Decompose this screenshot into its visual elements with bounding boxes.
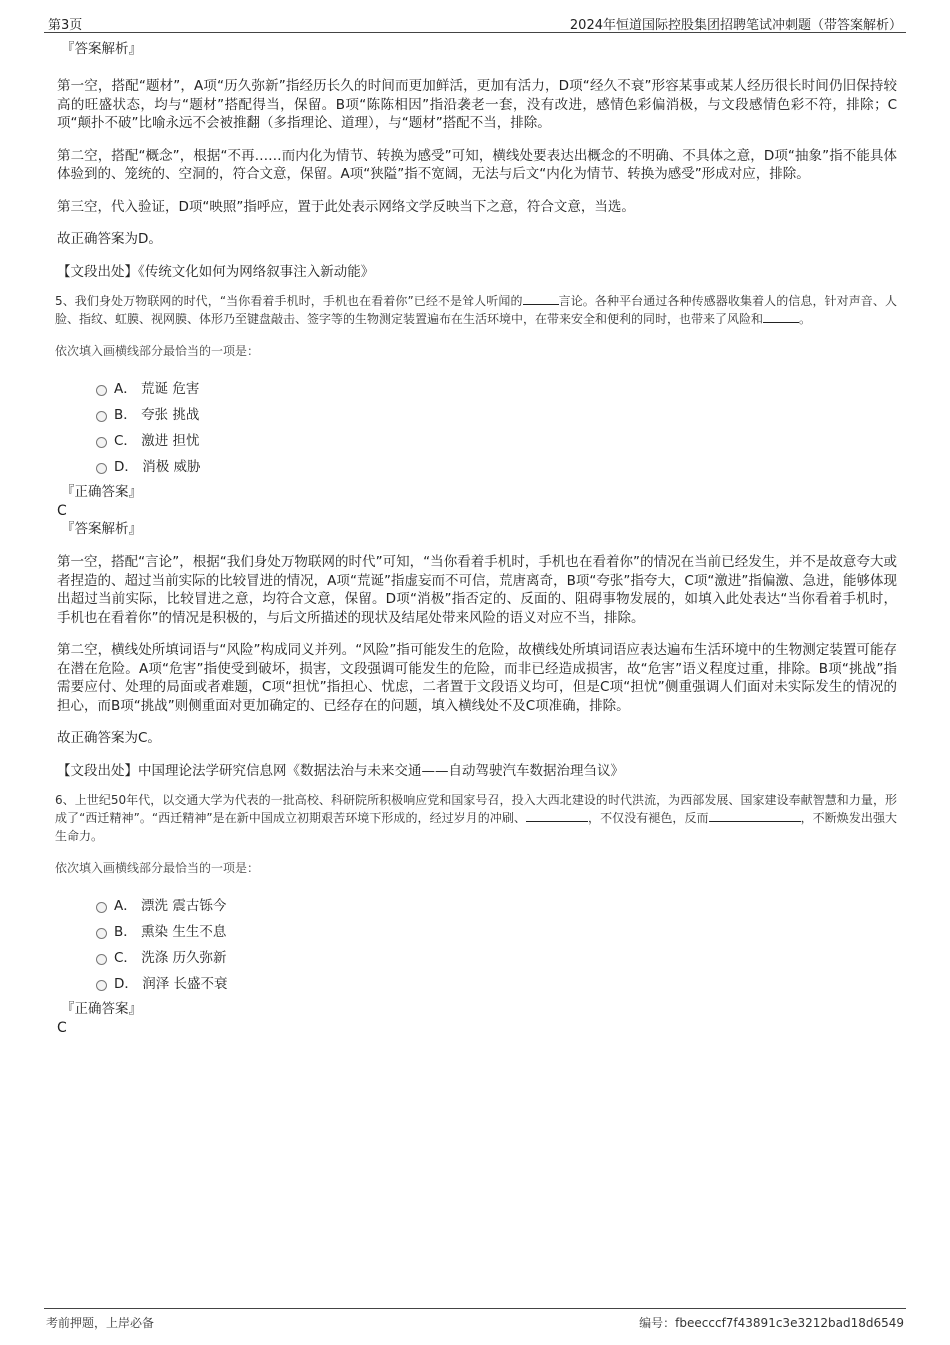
document-code: 编号：fbeecccf7f43891c3e3212bad18d6549 (639, 1316, 904, 1330)
correct-answer-label: 『正确答案』 (61, 484, 142, 500)
analysis-paragraph: 第一空，搭配“题材”，A项“历久弥新”指经历长久的时间而更加鲜活，更加有活力，D项“经久不衰”形容某事或某人经历很长时间仍旧保持较高的旺盛状态，均与“题材”搭配得当，保留。B项“陈陈相因”指沿袭老一套，没有改进，感情色彩偏消极，与文段感情色彩不符，排除；C项“颠扑不破”比喻永远不会被推翻（多指理论、道理），与“题材”搭配不当，排除。 (57, 78, 897, 131)
analysis-label: 『答案解析』 (61, 41, 142, 57)
option-list (57, 893, 897, 997)
analysis-paragraph: 第二空，搭配“概念”，根据“不再……而内化为情节、转换为感受”可知，横线处要表达出概念的不明确、不具体之意，D项“抽象”指不能具体体验到的、笼统的、空洞的，符合文意，保留。A项“狭隘”指不宽阔，无法与后文“内化为情节、转换为感受”形成对应，排除。 (57, 147, 897, 182)
fill-blank (763, 310, 799, 323)
radio-icon[interactable] (96, 954, 107, 965)
option-a[interactable]: A． 荒诞 危害 (57, 376, 897, 402)
document-title: 2024年恒道国际控股集团招聘笔试冲刺题（带答案解析） (569, 18, 902, 33)
option-d[interactable]: D． 消极 威胁 (57, 454, 897, 480)
option-c[interactable]: C． 洗涤 历久弥新 (57, 945, 897, 971)
question-instruction: 依次填入画横线部分最恰当的一项是： (55, 861, 260, 875)
correct-answer-label: 『正确答案』 (61, 1001, 142, 1017)
page-header (44, 12, 906, 33)
correct-answer: C (57, 1020, 67, 1036)
option-d[interactable]: D． 润泽 长盛不衰 (57, 971, 897, 997)
page-footer (44, 1308, 906, 1329)
fill-blank (523, 292, 559, 305)
question-instruction: 依次填入画横线部分最恰当的一项是： (55, 344, 260, 358)
question-stem: 6、上世纪50年代，以交通大学为代表的一批高校、科研院所积极响应党和国家号召，投入大西北建设的时代洪流，为西部发展、国家建设奉献智慧和力量，形成了“西迁精神”。“西迁精神”是在新中国成立初期艰苦环境下形成的，经过岁月的冲刷、 ，不仅没有褪色，反而 ，不断焕发出强大生命力。 (55, 793, 897, 843)
option-b[interactable]: B． 夸张 挑战 (57, 402, 897, 428)
analysis-paragraph: 第三空，代入验证，D项“映照”指呼应，置于此处表示网络文学反映当下之意，符合文意，当选。 (57, 198, 635, 215)
answer-conclusion: 故正确答案为D。 (57, 231, 162, 247)
fill-blank (709, 809, 801, 822)
analysis-paragraph: 第一空，搭配“言论”，根据“我们身处万物联网的时代”可知，“当你看着手机时，手机也在看着你”的情况在当前已经发生，并不是故意夸大或者捏造的、超过当前实际的比较冒进的情况，A项“荒诞”指虚妄而不可信，荒唐离奇，B项“夸张”指夸大，C项“激进”指偏激、急进，能够体现出超过当前实际，比较冒进之意，均符合文意，保留。D项“消极”指否定的、反面的、阻碍事物发展的，如填入此处表达“当你看着手机时，手机也在看着你”的情况是积极的，与后文所描述的现状及结尾处带来风险的语义对应不当，排除。 (57, 554, 897, 626)
fill-blank (526, 809, 588, 822)
radio-icon[interactable] (96, 385, 107, 396)
option-list (57, 376, 897, 480)
radio-icon[interactable] (96, 463, 107, 474)
source-citation: 【文段出处】《传统文化如何为网络叙事注入新动能》 (57, 263, 375, 280)
radio-icon[interactable] (96, 928, 107, 939)
answer-conclusion: 故正确答案为C。 (57, 730, 161, 746)
radio-icon[interactable] (96, 902, 107, 913)
radio-icon[interactable] (96, 980, 107, 991)
page-number: 第3页 (48, 18, 83, 33)
option-c[interactable]: C． 激进 担忧 (57, 428, 897, 454)
option-b[interactable]: B． 熏染 生生不息 (57, 919, 897, 945)
footer-slogan: 考前押题，上岸必备 (46, 1316, 155, 1330)
question-stem: 5、我们身处万物联网的时代，“当你看着手机时，手机也在看着你”已经不是耸人听闻的 言论。各种平台通过各种传感器收集着人的信息，针对声音、人脸、指纹、虹膜、视网膜、体形乃至键盘敲击、签字等的生物测定装置遍布在生活环境中，在带来安全和便利的同时，也带来了风险和 。 (55, 294, 897, 326)
radio-icon[interactable] (96, 411, 107, 422)
source-citation: 【文段出处】中国理论法学研究信息网《数据法治与未来交通——自动驾驶汽车数据治理刍议》 (57, 762, 624, 779)
page-content (57, 40, 897, 1037)
correct-answer: C (57, 503, 67, 519)
analysis-paragraph: 第二空，横线处所填词语与“风险”构成同义并列。“风险”指可能发生的危险，故横线处所填词语应表达遍布生活环境中的生物测定装置可能存在潜在危险。A项“危害”指使受到破坏，损害，文段强调可能发生的危险，而非已经造成损害，故“危害”语义程度过重，排除。B项“挑战”指需要应付、处理的局面或者难题，C项“担忧”指担心、忧虑，二者置于文段语义均可，但是C项“担忧”侧重强调人们面对未实际发生的情况的担心，而B项“挑战”则侧重面对更加确定的、已经存在的问题，填入横线处不及C项准确，排除。 (57, 642, 897, 714)
radio-icon[interactable] (96, 437, 107, 448)
option-a[interactable]: A． 漂洗 震古铄今 (57, 893, 897, 919)
analysis-label: 『答案解析』 (61, 521, 142, 537)
